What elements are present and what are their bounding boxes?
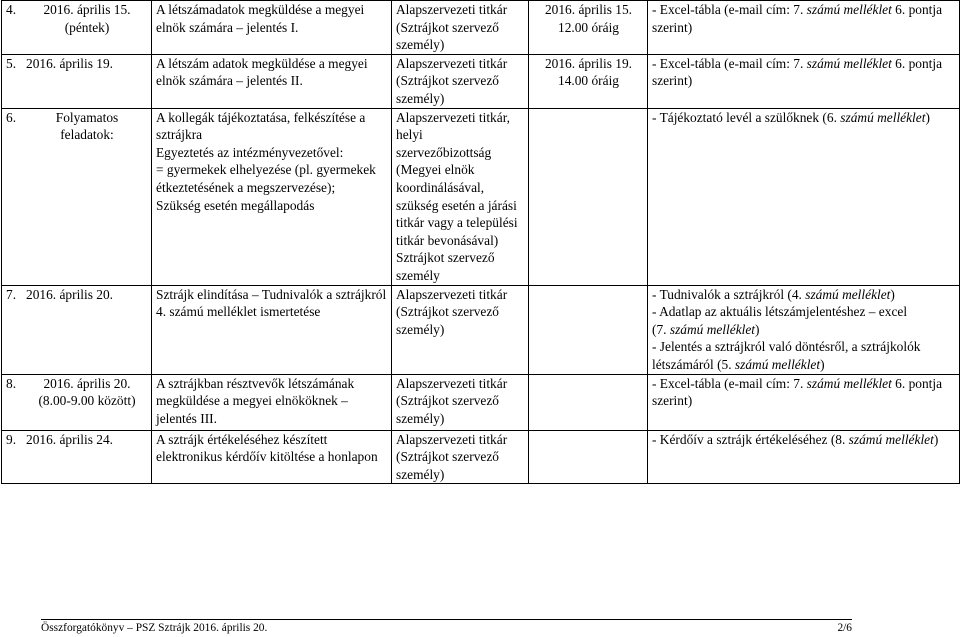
task-line: megküldése a megyei elnököknek – (156, 393, 348, 409)
responsible-line: személy) (396, 466, 445, 482)
date-line: (8.00-9.00 között) (38, 393, 136, 409)
table-row (2, 374, 960, 430)
document-text: ) (933, 431, 939, 447)
step-number: 5. (6, 55, 17, 71)
responsible-cell (392, 430, 529, 484)
document-line (652, 286, 956, 304)
responsible-line: személy) (396, 410, 445, 426)
task-cell (152, 430, 392, 484)
step-number: 4. (6, 2, 17, 17)
responsible-line: titkár vagy a települési (396, 215, 518, 231)
annex-reference: számú melléklet (806, 55, 892, 71)
responsible-line: személy (396, 267, 440, 283)
annex-reference: számú melléklet (840, 109, 926, 125)
document-text: ) (755, 321, 760, 337)
responsible-line: Sztrájkot szervező (396, 250, 495, 266)
footer-page-number: 2/6 (837, 622, 852, 634)
task-line: elektronikus kérdőív kitöltése a honlapon (156, 449, 378, 465)
deadline-cell (529, 374, 648, 430)
responsible-line: személy) (396, 90, 445, 106)
deadline-line: 12.00 óráig (558, 19, 619, 35)
responsible-line: Alapszervezeti titkár (396, 375, 508, 391)
responsible-cell (392, 108, 529, 285)
task-line: étkeztetésének a megszervezése); (156, 179, 336, 195)
task-line: A létszám adatok megküldése a megyei (156, 55, 368, 71)
task-cell (152, 374, 392, 430)
task-line: 4. számú melléklet ismertetése (156, 304, 321, 320)
responsible-line: (Sztrájkot szervező (396, 449, 499, 465)
task-line: A létszámadatok megküldése a megyei (156, 2, 365, 17)
document-text: - Excel-tábla (e-mail cím: 7. (652, 375, 807, 391)
date-line: (péntek) (64, 19, 110, 35)
annex-reference: számú melléklet (806, 375, 892, 391)
date-line: 2016. április 19. (26, 55, 114, 71)
step-number: 9. (6, 431, 17, 447)
annex-reference: számú melléklet (805, 286, 891, 302)
step-date-cell (2, 1, 152, 55)
step-date (26, 286, 148, 304)
deadline-line: 2016. április 15. (544, 2, 633, 17)
document-text: létszámáról (5. (652, 356, 735, 372)
responsible-line: (Sztrájkot szervező (396, 73, 499, 89)
annex-reference: számú melléklet (669, 321, 756, 337)
task-line: elnök számára – jelentés I. (156, 19, 299, 35)
footer-divider (41, 619, 852, 620)
documents-cell (648, 285, 960, 374)
document-text: szerint) (652, 393, 693, 409)
document-line (652, 392, 956, 410)
document-line (652, 356, 956, 374)
table-row (2, 430, 960, 484)
table-row (2, 54, 960, 108)
responsible-line: (Sztrájkot szervező (396, 19, 499, 35)
document-line (652, 109, 956, 127)
responsible-line: (Sztrájkot szervező (396, 393, 499, 409)
documents-cell (648, 374, 960, 430)
document-text: - Tájékoztató levél a szülőknek (6. (652, 109, 841, 125)
document-text: ) (820, 356, 825, 372)
document-text: 6. pontja (891, 375, 943, 391)
document-text: - Kérdőív a sztrájk értékeléséhez (8. (652, 431, 849, 447)
step-date (26, 109, 148, 144)
responsible-line: Alapszervezeti titkár (396, 286, 508, 302)
task-line: Sztrájk elindítása – Tudnivalók a sztrájkról (156, 286, 387, 302)
date-line: 2016. április 20. (26, 286, 114, 302)
step-date-cell (2, 54, 152, 108)
task-line: sztrájkra (156, 127, 203, 143)
step-date (26, 431, 148, 449)
responsible-line: (Sztrájkot szervező (396, 304, 499, 320)
document-text: - Excel-tábla (e-mail cím: 7. (652, 55, 807, 71)
responsible-cell (392, 374, 529, 430)
deadline-cell (529, 54, 648, 108)
document-line (652, 72, 956, 90)
document-text: (7. (652, 321, 670, 337)
document-text: 6. pontja (891, 2, 943, 17)
responsible-line: koordinálásával, (396, 179, 485, 195)
document-line (652, 19, 956, 37)
step-date-cell (2, 430, 152, 484)
document-line (652, 55, 956, 73)
task-line: A kollegák tájékoztatása, felkészítése a (156, 109, 366, 125)
step-date-cell (2, 108, 152, 285)
document-text: ) (890, 286, 895, 302)
responsible-cell (392, 54, 529, 108)
step-date-cell (2, 374, 152, 430)
table-row (2, 108, 960, 285)
task-cell (152, 1, 392, 55)
task-line: A sztrájk értékeléséhez készített (156, 431, 328, 447)
documents-cell (648, 1, 960, 55)
responsible-cell (392, 1, 529, 55)
responsible-line: titkár bevonásával) (396, 232, 499, 248)
date-line: feladatok: (60, 127, 114, 143)
date-line: 2016. április 15. (43, 2, 131, 17)
document-text: szerint) (652, 73, 693, 89)
documents-cell (648, 54, 960, 108)
document-text: ) (925, 109, 930, 125)
task-line: Egyeztetés az intézményvezetővel: (156, 144, 344, 160)
step-date (26, 1, 148, 36)
responsible-line: Alapszervezeti titkár (396, 431, 508, 447)
annex-reference: számú melléklet (848, 431, 934, 447)
step-date-cell (2, 285, 152, 374)
responsible-line: szervezőbizottság (396, 144, 492, 160)
task-cell (152, 108, 392, 285)
document-text: - Excel-tábla (e-mail cím: 7. (652, 2, 807, 17)
responsible-line: (Megyei elnök (396, 162, 475, 178)
step-date (26, 55, 148, 73)
annex-reference: számú melléklet (806, 2, 892, 17)
document-line (652, 1, 956, 19)
task-line: Szükség esetén megállapodás (156, 197, 315, 213)
footer-document-title: Összforgatókönyv – PSZ Sztrájk 2016. április 20. (41, 622, 268, 634)
schedule-table (1, 0, 960, 484)
responsible-cell (392, 285, 529, 374)
responsible-line: személy) (396, 321, 445, 337)
deadline-cell (529, 1, 648, 55)
task-cell (152, 54, 392, 108)
deadline-line: 14.00 óráig (558, 73, 619, 89)
responsible-line: Alapszervezeti titkár (396, 55, 508, 71)
table-row (2, 285, 960, 374)
step-date (26, 375, 148, 410)
document-text: - Jelentés a sztrájkról való döntésről, a sztrájkolók (652, 339, 921, 355)
document-text: - Adatlap az aktuális létszámjelentéshez – excel (652, 304, 908, 320)
document-line (652, 431, 956, 449)
task-line: A sztrájkban résztvevők létszámának (156, 375, 355, 391)
deadline-cell (529, 108, 648, 285)
annex-reference: számú melléklet (734, 356, 821, 372)
responsible-line: Alapszervezeti titkár, (396, 109, 510, 125)
responsible-line: szükség esetén a járási (396, 197, 517, 213)
document-line (652, 375, 956, 393)
task-cell (152, 285, 392, 374)
documents-cell (648, 430, 960, 484)
document-text: 6. pontja (891, 55, 943, 71)
step-number: 7. (6, 286, 17, 302)
date-line: 2016. április 20. (43, 375, 131, 391)
table-row (2, 1, 960, 55)
step-number: 8. (6, 375, 17, 391)
document-text: szerint) (652, 19, 693, 35)
deadline-line: 2016. április 19. (544, 55, 633, 71)
document-line (652, 303, 956, 321)
responsible-line: személy) (396, 37, 445, 53)
deadline-cell (529, 430, 648, 484)
responsible-line: helyi (396, 127, 423, 143)
documents-cell (648, 108, 960, 285)
responsible-line: Alapszervezeti titkár (396, 2, 508, 17)
date-line: 2016. április 24. (26, 431, 114, 447)
document-line (652, 338, 956, 356)
step-number: 6. (6, 109, 17, 125)
task-line: = gyermekek elhelyezése (pl. gyermekek (156, 162, 376, 178)
deadline-cell (529, 285, 648, 374)
document-line (652, 321, 956, 339)
task-line: elnök számára – jelentés II. (156, 73, 303, 89)
task-line: jelentés III. (156, 410, 217, 426)
document-text: - Tudnivalók a sztrájkról (4. (652, 286, 806, 302)
date-line: Folyamatos (55, 109, 119, 125)
